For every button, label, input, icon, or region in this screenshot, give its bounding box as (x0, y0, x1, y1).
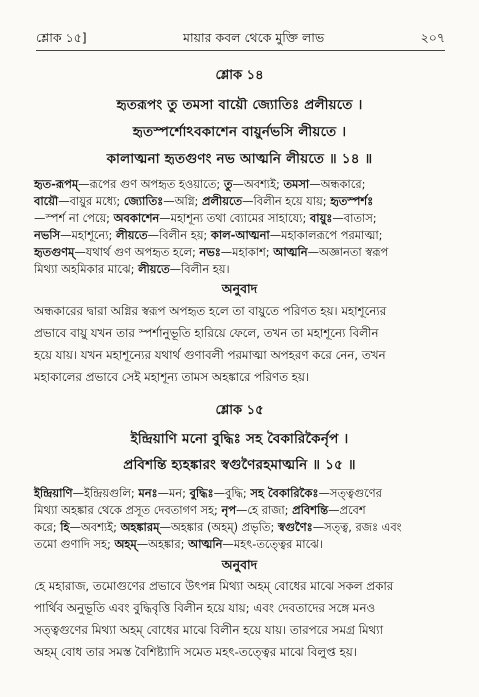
synonym-term: তমসা (283, 177, 310, 191)
synonym-gloss: —অগ্নি; (163, 194, 203, 208)
synonym-term: হৃতস্পর্শঃ (330, 194, 374, 208)
synonym-term: স্বগুণৈঃ (277, 520, 313, 534)
synonym-gloss: মিথ্যা অহঙ্কার থেকে প্রসূত দেবতাগণ সহ; (34, 503, 222, 517)
sloka-15-translation-heading: অনুবাদ (221, 557, 258, 572)
synonym-gloss: —মহাকাশ; (220, 245, 274, 259)
synonym-gloss: —হে রাজা; (235, 503, 293, 517)
synonym-gloss: —ইন্দ্রিয়গুলি; (72, 486, 139, 500)
synonym-gloss: —মহাকালরূপে পরমাত্মা; (269, 228, 383, 242)
synonym-gloss: —সত্ত্ব, রজঃ এবং (312, 520, 402, 534)
synonym-term: হি (60, 520, 70, 534)
synonym-gloss: —অজ্ঞানতা স্বরূপ (307, 245, 389, 259)
synonym-term: তু (223, 177, 233, 191)
synonym-gloss: —সত্ত্বগুণের (318, 486, 382, 500)
synonym-gloss: —বায়ুর মধ্যে; (58, 194, 124, 208)
sloka-15-synonyms-line-3 (34, 519, 449, 536)
synonym-term: প্রলীয়তে (202, 194, 243, 208)
synonym-term: লীয়তে (115, 228, 148, 242)
synonym-term: হৃত-রূপম্ (34, 177, 79, 191)
synonym-term: বায়ৌ (34, 194, 59, 208)
synonym-term: অহম্ (114, 537, 137, 551)
header-rule (36, 50, 445, 51)
sloka-15-translation-line-1: হে মহারাজ, তমোগুণের প্রভাবে উৎপন্ন মিথ্যা অহম্ বোধের মাঝে সকল প্রকার (34, 579, 394, 593)
sloka-14-synonyms-line-3 (34, 210, 449, 227)
sloka-14-synonyms-line-2 (34, 193, 449, 210)
running-header (36, 30, 445, 50)
synonym-term: ইন্দ্রিয়াণি (34, 486, 73, 500)
sloka-15-verse-line-1: ইন্দ্রিয়াণি মনো বুদ্ধিঃ সহ বৈকারিকৈর্নৃপ । (130, 431, 349, 447)
synonym-gloss: —অবশ্যই; (69, 520, 121, 534)
page-number: ২০৭ (420, 30, 445, 45)
sloka-14-synonyms-line-5 (34, 244, 449, 261)
synonym-gloss: —মহৎ-তত্ত্বের মাঝে। (222, 537, 323, 551)
synonym-gloss: —অহঙ্কার; (136, 537, 189, 551)
sloka-14-translation-line-4: মহাকালের প্রভাবে সেই মহাশূন্য তামস অহঙ্কারে পরিণত হয়। (34, 370, 310, 384)
sloka-14-translation-line-1: অন্ধকারের দ্বারা অগ্নির স্বরূপ অপহৃত হলে তা বায়ুতে পরিণত হয়। মহাশূন্যের (34, 304, 387, 318)
synonym-term: লীয়তে (138, 262, 170, 276)
synonym-gloss: —অহঙ্কার (অহম্) প্রভৃতি; (159, 520, 278, 534)
sloka-15-heading: শ্লোক ১৫ (215, 403, 264, 418)
sloka-14-translation-line-2: প্রভাবে বায়ু যখন তার স্পর্শানুভূতি হারিয়ে ফেলে, তখন তা মহাশূন্যে বিলীন (34, 326, 379, 340)
sloka-15-verse-line-2: প্রবিশন্তি হ্যহঙ্কারং স্বগুণৈরহমাত্মনি ॥ ১৫ ॥ (123, 457, 356, 473)
synonym-gloss: —স্পর্শ না পেয়ে; (34, 211, 114, 225)
synonym-term: নভঃ (199, 245, 221, 259)
synonym-term: বায়ুঃ (309, 211, 333, 225)
sloka-15-synonyms-line-2 (34, 502, 449, 519)
sloka-14-heading: শ্লোক ১৪ (215, 68, 264, 83)
synonym-gloss: —মন; (157, 486, 190, 500)
synonym-term: বুদ্ধিঃ (189, 486, 214, 500)
synonym-gloss: —বাতাস; (332, 211, 377, 225)
synonym-term: মনঃ (138, 486, 158, 500)
header-chapter-title: মায়ার কবল থেকে মুক্তি লাভ (183, 30, 325, 45)
sloka-14-synonyms-line-1 (34, 176, 449, 193)
synonym-term: জ্যোতিঃ (123, 194, 164, 208)
sloka-14-verse-line-3: কালাত্মনা হৃতগুণং নভ আত্মনি লীয়তে ॥ ১৪ ॥ (106, 151, 373, 167)
synonym-gloss: —মহাশূন্য তথা ব্যোমের সাহায্যে; (159, 211, 310, 225)
synonym-gloss: মিথ্যা অহমিকার মাঝে; (34, 262, 139, 276)
sloka-15-translation-line-2: পার্থিব অনুভূতি এবং বুদ্ধিবৃত্তি বিলীন হয়ে যায়; এবং দেবতাদের সঙ্গে মনও (34, 601, 376, 615)
synonym-term: নভসি (34, 228, 61, 242)
synonym-gloss: —প্রবেশ (328, 503, 366, 517)
sloka-14-translation-line-3: হয়ে যায়। যখন মহাশূন্যের যথার্থ গুণাবলী পরমাত্মা অপহরণ করে নেন, তখন (34, 348, 386, 362)
synonym-term: অহঙ্কারম্ (120, 520, 160, 534)
sloka-15-synonyms-line-4 (34, 536, 449, 553)
synonym-gloss: —অবশ্যই; (232, 177, 284, 191)
synonym-term: প্রবিশন্তি (292, 503, 329, 517)
synonym-gloss: —বিলীন হয়। (169, 262, 230, 276)
synonym-term: অবকাশেন (113, 211, 160, 225)
sloka-14-translation-heading: অনুবাদ (221, 281, 258, 296)
synonym-term: আত্মনি (188, 537, 223, 551)
synonym-term: আত্মনি (273, 245, 308, 259)
sloka-14-verse-line-2: হৃতস্পর্শোঽবকাশেন বায়ুর্নভসি লীয়তে । (132, 124, 347, 140)
synonym-gloss: —বুদ্ধি; (213, 486, 251, 500)
synonym-term: হৃতগুণম্ (34, 245, 75, 259)
synonym-gloss: করে; (34, 520, 61, 534)
synonym-gloss: তমো গুণাদি সহ; (34, 537, 115, 551)
synonym-gloss: —রূপের গুণ অপহৃত হওয়াতে; (78, 177, 224, 191)
synonym-gloss: —বিলীন হয়ে যায়; (242, 194, 331, 208)
synonym-term: কাল-আত্মনা (210, 228, 270, 242)
synonym-term: নৃপ (221, 503, 236, 517)
sloka-15-translation-line-4: অহম্ বোধ তার সমস্ত বৈশিষ্ট্যাদি সমেত মহৎ-তত্ত্বের মাঝে বিলুপ্ত হয়। (34, 645, 357, 659)
synonym-gloss: —বিলীন হয়; (147, 228, 211, 242)
synonym-gloss: —যথার্থ গুণ অপহৃত হলে; (74, 245, 200, 259)
synonym-gloss: —অন্ধকারে; (309, 177, 366, 191)
synonym-term: সহ বৈকারিকৈঃ (250, 486, 319, 500)
sloka-14-synonyms-line-4 (34, 227, 449, 244)
sloka-14-synonyms-line-6 (34, 261, 449, 278)
synonym-gloss: —মহাশূন্যে; (60, 228, 116, 242)
sloka-15-synonyms-line-1 (34, 485, 449, 502)
sloka-14-verse-line-1: হৃতরূপং তু তমসা বায়ৌ জ্যোতিঃ প্রলীয়তে । (116, 97, 363, 113)
header-verse-ref: শ্লোক ১৫] (36, 30, 87, 45)
sloka-15-translation-line-3: সত্ত্বগুণের মিথ্যা অহম্ বোধের মাঝে বিলীন হয়ে যায়। তারপরে সমগ্র মিথ্যা (34, 623, 383, 637)
